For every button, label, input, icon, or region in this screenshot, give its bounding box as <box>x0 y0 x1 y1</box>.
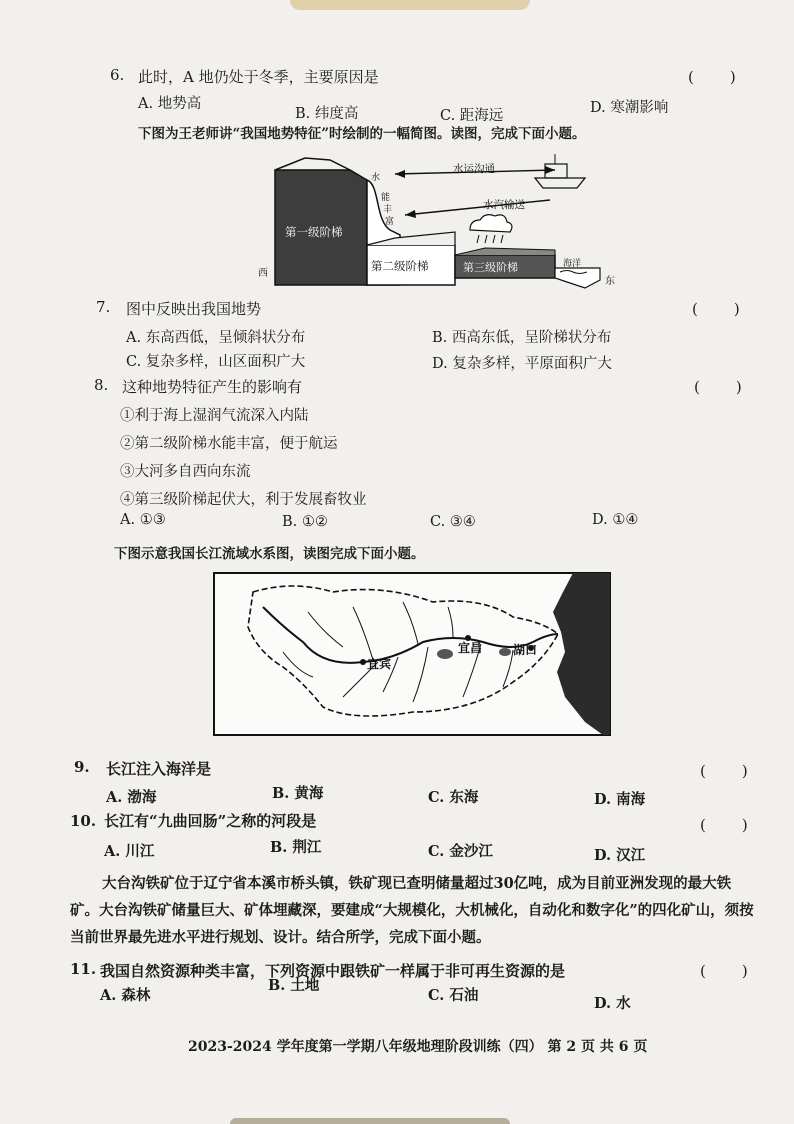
hydro-char-3: 丰 <box>383 205 393 215</box>
q8-item-3: ③大河多自西向东流 <box>120 464 251 480</box>
q8-item-4: ④第三级阶梯起伏大，利于发展畜牧业 <box>120 492 367 508</box>
q7-option-d: D. 复杂多样，平原面积广大 <box>432 356 612 372</box>
q6-option-c: C. 距海远 <box>440 108 504 124</box>
q9-option-c: C. 东海 <box>428 789 479 806</box>
q11-answer-paren: ( ) <box>700 962 750 980</box>
q10-option-d: D. 汉江 <box>594 847 646 864</box>
q9-option-b: B. 黄海 <box>272 785 324 802</box>
q6-option-a: A. 地势高 <box>138 96 202 112</box>
intro-river-map: 下图示意我国长江流域水系图，读图完成下面小题。 <box>114 546 425 562</box>
q6-option-b: B. 纬度高 <box>295 106 359 122</box>
q6-number: 6. <box>110 66 125 84</box>
q11-number: 11. <box>70 960 97 978</box>
iron-mine-passage: 大台沟铁矿位于辽宁省本溪市桥头镇，铁矿现已查明储量超过30亿吨，成为目前亚洲发现的最大铁矿。大台沟铁矿储量巨大、矿体埋藏深，要建成“大规模化，大机械化，自动化和数字化”的四化矿山，须按当前世界最先进水平进行规划、设计。结合所学，完成下面小题。 <box>70 875 754 946</box>
q9-stem: 长江注入海洋是 <box>106 760 212 778</box>
q9-option-a: A. 渤海 <box>106 789 157 806</box>
yibin-label: 宜宾 <box>367 657 392 671</box>
q6-answer-paren: ( ) <box>688 68 738 86</box>
q9-option-d: D. 南海 <box>594 791 646 808</box>
q6-stem: 此时，A 地仍处于冬季，主要原因是 <box>138 68 379 86</box>
q10-stem: 长江有“九曲回肠”之称的河段是 <box>104 812 317 830</box>
q10-option-a: A. 川江 <box>104 843 155 860</box>
q7-option-a: A. 东高西低，呈倾斜状分布 <box>126 330 306 346</box>
yangtze-river-map <box>213 572 611 736</box>
q9-number: 9. <box>74 758 90 776</box>
scan-edge-top <box>290 0 530 10</box>
q8-option-d: D. ①④ <box>592 512 639 528</box>
q7-option-c: C. 复杂多样，山区面积广大 <box>126 354 306 370</box>
q7-option-b: B. 西高东低，呈阶梯状分布 <box>432 330 612 346</box>
hydro-char-2: 能 <box>381 193 391 203</box>
west-label: 西 <box>258 268 268 279</box>
q11-option-d: D. 水 <box>594 995 631 1012</box>
hukou-label: 湖口 <box>513 643 538 657</box>
intro-terrain: 下图为王老师讲“我国地势特征”时绘制的一幅简图。读图，完成下面小题。 <box>138 126 586 142</box>
q11-option-a: A. 森林 <box>100 987 151 1004</box>
q8-option-a: A. ①③ <box>120 512 166 528</box>
q8-item-2: ②第二级阶梯水能丰富，便于航运 <box>120 436 338 452</box>
q6-option-d: D. 寒潮影响 <box>590 100 669 116</box>
q7-number: 7. <box>96 298 111 316</box>
q8-answer-paren: ( ) <box>694 378 744 396</box>
ocean-label: 海洋 <box>563 259 582 269</box>
q8-number: 8. <box>94 376 109 394</box>
page-footer: 2023-2024 学年度第一学期八年级地理阶段训练（四） 第 2 页 共 6 页 <box>188 1039 648 1055</box>
q7-answer-paren: ( ) <box>692 300 742 318</box>
yichang-label: 宜昌 <box>458 641 483 655</box>
q9-answer-paren: ( ) <box>700 762 750 780</box>
q8-item-1: ①利于海上湿润气流深入内陆 <box>120 408 309 424</box>
step3-label: 第三级阶梯 <box>463 261 518 274</box>
q8-option-c: C. ③④ <box>430 514 476 530</box>
q11-option-b: B. 土地 <box>268 977 320 994</box>
q10-answer-paren: ( ) <box>700 816 750 834</box>
q8-stem: 这种地势特征产生的影响有 <box>122 378 303 396</box>
east-label: 东 <box>605 276 615 287</box>
q11-stem: 我国自然资源种类丰富，下列资源中跟铁矿一样属于非可再生资源的是 <box>100 962 566 980</box>
q10-option-b: B. 荆江 <box>270 839 322 856</box>
step2-label: 第二级阶梯 <box>371 259 429 273</box>
hydro-char-1: 水 <box>371 173 381 183</box>
shipping-label: 水运沟通 <box>453 163 495 175</box>
q10-option-c: C. 金沙江 <box>428 843 493 860</box>
hydro-char-4: 富 <box>385 217 395 227</box>
scan-edge-bottom <box>230 1118 510 1124</box>
step1-label: 第一级阶梯 <box>285 225 343 239</box>
q7-stem: 图中反映出我国地势 <box>126 300 262 318</box>
q11-option-c: C. 石油 <box>428 987 479 1004</box>
q8-option-b: B. ①② <box>282 514 328 530</box>
q10-number: 10. <box>70 812 97 830</box>
terrain-diagram <box>255 150 620 298</box>
vapor-label: 水汽输送 <box>483 199 525 211</box>
